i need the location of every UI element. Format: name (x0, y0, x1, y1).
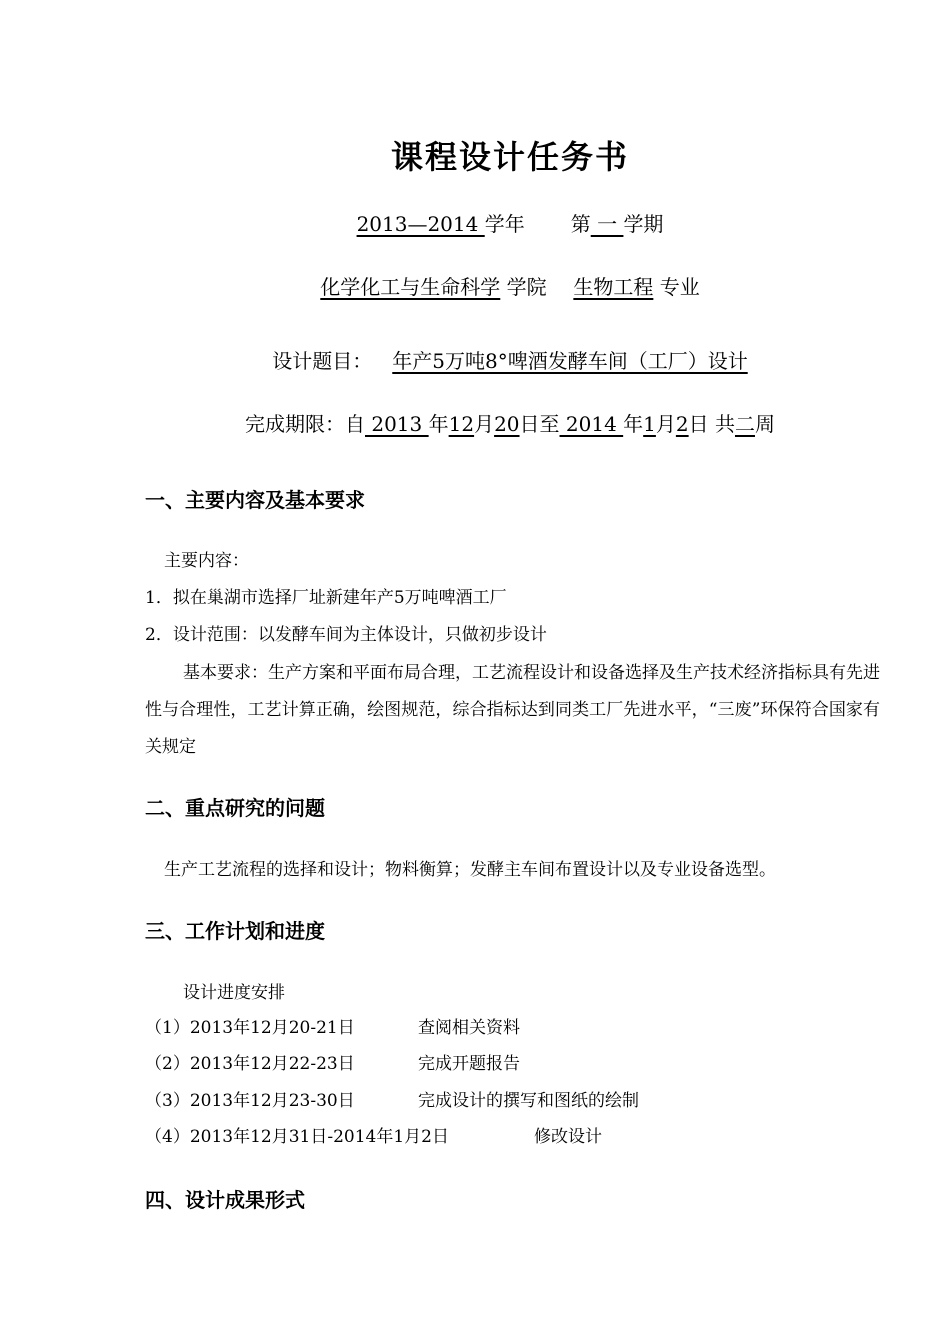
year-unit: 年 (623, 412, 644, 436)
schedule-task: 完成开题报告 (418, 1054, 520, 1074)
year-unit: 年 (428, 412, 449, 436)
section-heading-4: 四、设计成果形式 (145, 1188, 305, 1212)
end-day: 2 (675, 412, 689, 436)
academic-years: 2013—2014 (356, 212, 485, 236)
start-day: 20 (494, 412, 520, 436)
content-item-2: 2．设计范围：以发酵车间为主体设计，只做初步设计 (145, 625, 547, 645)
schedule-date: （3）2013年12月23-30日 (145, 1091, 355, 1111)
school-line (0, 271, 950, 300)
content-label: 主要内容： (164, 551, 249, 571)
term-label: 学期 (623, 212, 664, 236)
weeks-value: 二 (734, 412, 755, 436)
section-heading-2: 二、重点研究的问题 (145, 796, 325, 820)
start-year: 2013 (365, 412, 429, 436)
research-problems: 生产工艺流程的选择和设计；物料衡算；发酵主车间布置设计以及专业设备选型。 (164, 860, 776, 880)
month-unit: 月 (655, 412, 676, 436)
start-month: 12 (448, 412, 475, 436)
schedule-task: 查阅相关资料 (418, 1018, 520, 1038)
end-month: 1 (643, 412, 656, 436)
end-year: 2014 (559, 412, 624, 436)
schedule-task: 修改设计 (534, 1127, 602, 1147)
major-label: 专业 (659, 275, 700, 299)
term-value: 一 (590, 212, 624, 236)
section-heading-1: 一、主要内容及基本要求 (145, 488, 365, 512)
schedule-label: 设计进度安排 (183, 983, 285, 1003)
day-to: 日至 (519, 412, 560, 436)
schedule-date: （4）2013年12月31日-2014年1月2日 (145, 1127, 449, 1147)
topic-label: 设计题目： (272, 349, 373, 373)
major-name: 生物工程 (573, 275, 654, 299)
topic-value: 年产5万吨8°啤酒发酵车间（工厂）设计 (392, 349, 748, 373)
period-line (0, 408, 950, 437)
day-total: 日 共 (688, 412, 735, 436)
month-unit: 月 (474, 412, 495, 436)
term-prefix: 第 (570, 212, 591, 236)
period-label: 完成期限：自 (245, 412, 365, 436)
schedule-task: 完成设计的撰写和图纸的绘制 (418, 1091, 639, 1111)
schedule-date: （1）2013年12月20-21日 (145, 1018, 355, 1038)
section-heading-3: 三、工作计划和进度 (145, 919, 325, 943)
year-label: 学年 (484, 212, 525, 236)
schedule-date: （2）2013年12月22-23日 (145, 1054, 355, 1074)
week-label: 周 (754, 412, 775, 436)
content-item-1: 1．拟在巢湖市选择厂址新建年产5万吨啤酒工厂 (145, 588, 507, 608)
topic-line (0, 345, 950, 374)
page-title: 课程设计任务书 (390, 138, 629, 176)
college-name: 化学化工与生命科学 (320, 275, 501, 299)
college-label: 学院 (506, 275, 547, 299)
term-line (0, 208, 950, 237)
requirements-paragraph: 基本要求：生产方案和平面布局合理，工艺流程设计和设备选择及生产技术经济指标具有先进性与合理性，工艺计算正确，绘图规范，综合指标达到同类工厂先进水平，“三废”环保符合国家有关规定 (145, 663, 880, 757)
